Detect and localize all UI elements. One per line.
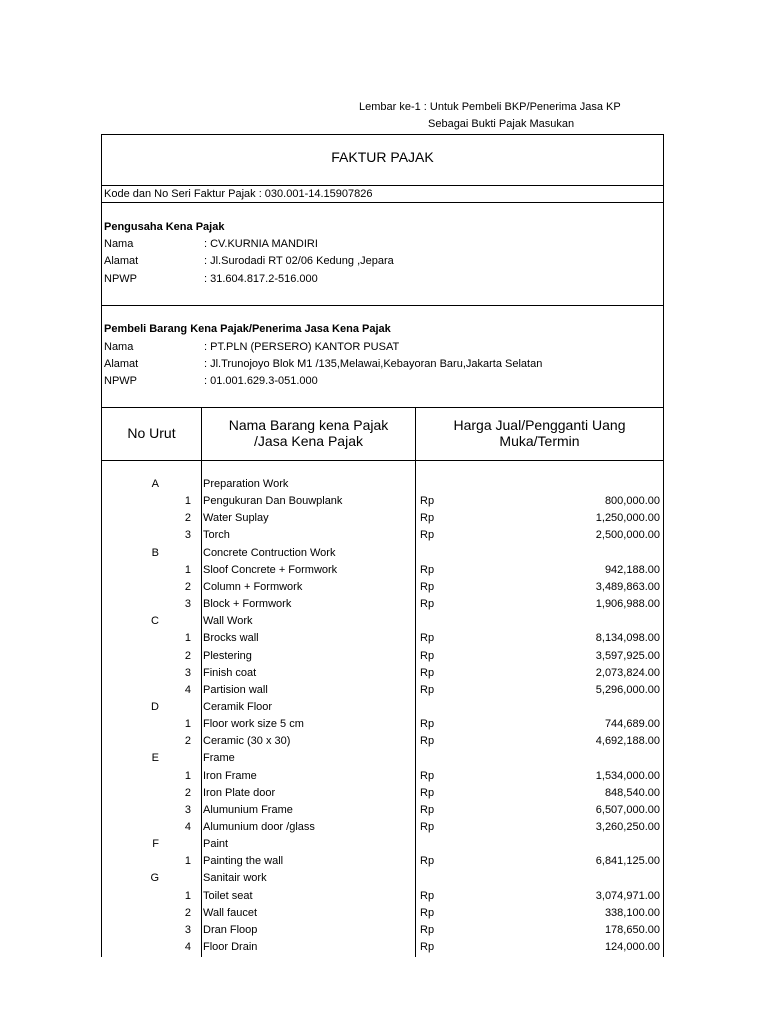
- header-divider: [102, 460, 663, 461]
- item-name: Torch: [203, 529, 230, 542]
- currency-label: Rp: [420, 649, 435, 662]
- seller-section: [101, 202, 664, 306]
- item-number: 3: [184, 598, 191, 611]
- section-code: D: [151, 700, 159, 713]
- item-number: 3: [184, 923, 191, 936]
- item-name: Alumunium door /glass: [203, 821, 315, 833]
- item-amount: 5,296,000.00: [595, 683, 660, 696]
- section-name: Concrete Contruction Work: [203, 546, 336, 559]
- page-title: FAKTUR PAJAK: [331, 149, 434, 165]
- currency-label: Rp: [420, 769, 435, 782]
- currency-label: Rp: [420, 735, 435, 748]
- seller-name-value: : CV.KURNIA MANDIRI: [204, 238, 318, 250]
- item-name: Floor Drain: [203, 941, 258, 954]
- currency-label: Rp: [420, 666, 435, 679]
- section-code: F: [152, 838, 159, 851]
- item-number: 1: [184, 769, 191, 782]
- seller-heading: Pengusaha Kena Pajak: [104, 221, 225, 233]
- seller-npwp-value: : 31.604.817.2-516.000: [204, 273, 318, 285]
- item-amount: 3,074,971.00: [595, 889, 660, 902]
- currency-label: Rp: [420, 683, 435, 696]
- currency-label: Rp: [420, 923, 435, 936]
- seller-npwp-label: NPWP: [104, 273, 137, 285]
- item-number: 4: [184, 941, 191, 954]
- item-amount: 1,250,000.00: [595, 512, 660, 525]
- section-name: Sanitair work: [203, 872, 267, 885]
- item-amount: 3,597,925.00: [595, 649, 660, 662]
- section-name: Frame: [203, 752, 235, 765]
- item-name: Finish coat: [203, 666, 257, 679]
- buyer-npwp-label: NPWP: [104, 375, 137, 387]
- col-header-name: [202, 417, 415, 449]
- currency-label: Rp: [420, 580, 435, 593]
- section-code: A: [151, 478, 159, 490]
- buyer-name-label: Nama: [104, 341, 134, 353]
- item-amount: 6,841,125.00: [595, 855, 660, 868]
- section-code: G: [150, 872, 159, 885]
- col-header-price: [416, 417, 663, 449]
- item-amount: 1,906,988.00: [595, 598, 660, 611]
- buyer-address-value: : Jl.Trunojoyo Blok M1 /135,Melawai,Kebayoran Baru,Jakarta Selatan: [204, 358, 543, 370]
- item-name: Plestering: [203, 649, 252, 662]
- item-number: 3: [184, 666, 191, 679]
- section-name: Wall Work: [203, 615, 253, 628]
- item-name: Block + Formwork: [203, 598, 292, 611]
- copy-note-line1: Lembar ke-1 : Untuk Pembeli BKP/Penerima Jasa KP: [359, 101, 621, 113]
- currency-label: Rp: [420, 718, 435, 731]
- item-name: Brocks wall: [203, 632, 259, 645]
- buyer-name-value: : PT.PLN (PERSERO) KANTOR PUSAT: [204, 341, 400, 353]
- copy-note-line2: Sebagai Bukti Pajak Masukan: [428, 118, 575, 130]
- currency-label: Rp: [420, 803, 435, 816]
- seller-address-label: Alamat: [104, 255, 139, 267]
- item-amount: 800,000.00: [604, 495, 660, 508]
- title-box: [101, 134, 664, 186]
- section-name: Preparation Work: [203, 478, 289, 490]
- section-code: C: [151, 615, 159, 628]
- item-name: Partision wall: [203, 683, 268, 696]
- item-amount: 338,100.00: [604, 906, 660, 919]
- item-number: 1: [184, 563, 191, 576]
- item-name: Alumunium Frame: [203, 803, 293, 816]
- item-amount: 3,260,250.00: [595, 821, 660, 833]
- item-number: 1: [184, 495, 191, 508]
- buyer-heading: Pembeli Barang Kena Pajak/Penerima Jasa Kena Pajak: [104, 323, 391, 335]
- currency-label: Rp: [420, 889, 435, 902]
- invoice-code: Kode dan No Seri Faktur Pajak : 030.001-14.15907826: [104, 188, 373, 200]
- currency-label: Rp: [420, 855, 435, 868]
- item-name: Toilet seat: [203, 889, 253, 902]
- item-amount: 178,650.00: [604, 923, 660, 936]
- item-amount: 6,507,000.00: [595, 803, 660, 816]
- section-code: B: [151, 546, 159, 559]
- buyer-npwp-value: : 01.001.629.3-051.000: [204, 375, 318, 387]
- item-number: 3: [184, 529, 191, 542]
- currency-label: Rp: [420, 821, 435, 833]
- item-amount: 744,689.00: [604, 718, 660, 731]
- item-number: 2: [184, 649, 191, 662]
- item-amount: 4,692,188.00: [595, 735, 660, 748]
- section-code: E: [151, 752, 159, 765]
- item-amount: 2,073,824.00: [595, 666, 660, 679]
- currency-label: Rp: [420, 632, 435, 645]
- seller-name-label: Nama: [104, 238, 134, 250]
- currency-label: Rp: [420, 598, 435, 611]
- item-name: Dran Floop: [203, 923, 258, 936]
- col-header-price-line1: Harga Jual/Pengganti Uang: [453, 417, 626, 433]
- item-number: 4: [184, 821, 191, 833]
- item-amount: 2,500,000.00: [595, 529, 660, 542]
- item-amount: 942,188.00: [604, 563, 660, 576]
- currency-label: Rp: [420, 906, 435, 919]
- section-name: Paint: [203, 838, 229, 851]
- item-name: Floor work size 5 cm: [203, 718, 304, 731]
- seller-address-value: : Jl.Surodadi RT 02/06 Kedung ,Jepara: [204, 255, 394, 267]
- column-divider: [415, 408, 416, 957]
- invoice-code-box: [101, 185, 664, 203]
- item-amount: 848,540.00: [604, 786, 660, 799]
- col-header-name-line1: Nama Barang kena Pajak: [228, 417, 389, 433]
- item-number: 1: [184, 889, 191, 902]
- items-table: [101, 407, 664, 957]
- item-number: 4: [184, 683, 191, 696]
- section-name: Ceramik Floor: [203, 700, 273, 713]
- item-name: Iron Frame: [203, 769, 257, 782]
- item-name: Iron Plate door: [203, 786, 276, 799]
- col-header-price-line2: Muka/Termin: [499, 433, 580, 449]
- currency-label: Rp: [420, 941, 435, 954]
- buyer-address-label: Alamat: [104, 358, 139, 370]
- item-name: Water Suplay: [203, 512, 269, 525]
- column-divider: [201, 408, 202, 957]
- item-number: 1: [184, 718, 191, 731]
- item-number: 3: [184, 803, 191, 816]
- item-name: Column + Formwork: [203, 580, 303, 593]
- item-number: 2: [184, 735, 191, 748]
- item-number: 1: [184, 632, 191, 645]
- col-header-name-line2: /Jasa Kena Pajak: [254, 433, 363, 449]
- item-name: Wall faucet: [203, 906, 258, 919]
- item-number: 2: [184, 580, 191, 593]
- buyer-section: [101, 305, 664, 408]
- item-name: Pengukuran Dan Bouwplank: [203, 495, 343, 508]
- item-number: 2: [184, 786, 191, 799]
- item-name: Sloof Concrete + Formwork: [203, 563, 338, 576]
- item-number: 2: [184, 906, 191, 919]
- col-header-no: No Urut: [127, 425, 176, 441]
- item-number: 1: [184, 855, 191, 868]
- currency-label: Rp: [420, 512, 435, 525]
- item-name: Painting the wall: [203, 855, 284, 868]
- item-amount: 8,134,098.00: [595, 632, 660, 645]
- item-amount: 1,534,000.00: [595, 769, 660, 782]
- currency-label: Rp: [420, 563, 435, 576]
- item-amount: 3,489,863.00: [595, 580, 660, 593]
- item-amount: 124,000.00: [604, 941, 660, 954]
- item-name: Ceramic (30 x 30): [203, 735, 291, 748]
- currency-label: Rp: [420, 786, 435, 799]
- currency-label: Rp: [420, 529, 435, 542]
- currency-label: Rp: [420, 495, 435, 508]
- item-number: 2: [184, 512, 191, 525]
